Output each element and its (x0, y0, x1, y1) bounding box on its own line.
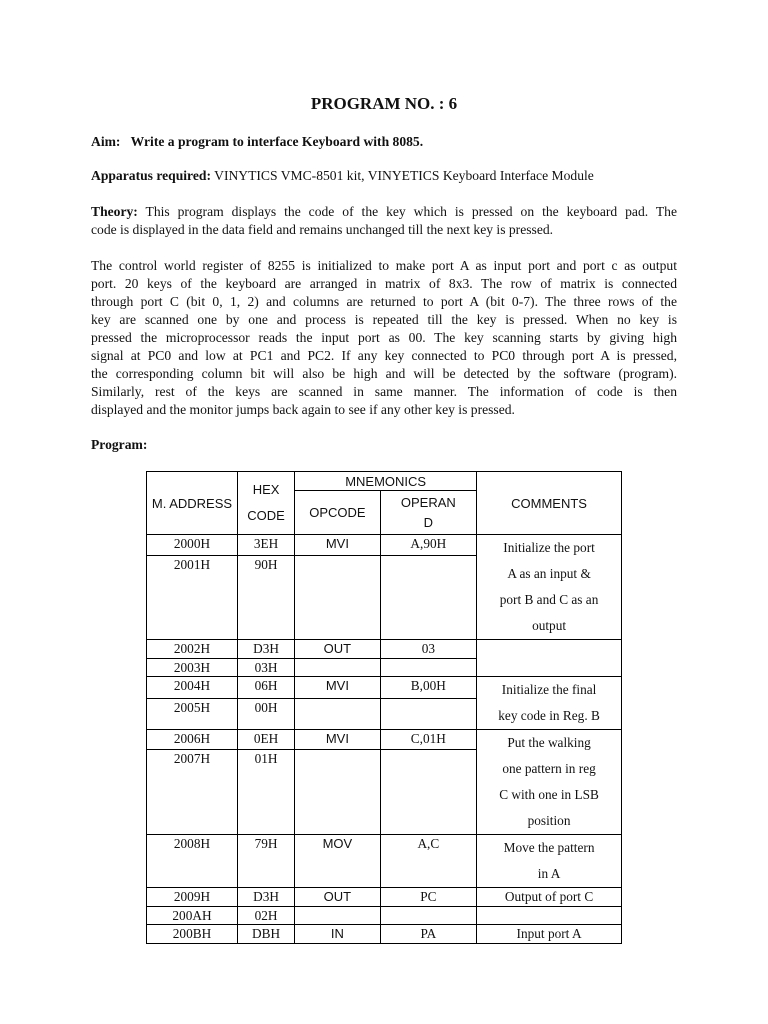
cell-hex: 01H (237, 750, 294, 835)
cell-address: 2002H (147, 640, 238, 659)
description-paragraph (91, 257, 677, 419)
cell-hex: 03H (237, 659, 294, 677)
paragraph-line: through port C (bit 0, 1, 2) and columns are returned to port A (bit 0-7). The three rows of the (91, 294, 677, 309)
aim-text: Write a program to interface Keyboard with 8085. (130, 134, 424, 149)
header-hex-code (237, 472, 294, 535)
program-label: Program: (91, 437, 148, 452)
aim-line (91, 133, 677, 151)
table-row (147, 835, 622, 888)
cell-operand (380, 555, 477, 639)
comment-move-pattern (477, 835, 622, 888)
cell-opcode: MVI (295, 730, 380, 750)
cell-operand: PA (380, 925, 477, 944)
cell-opcode: MVI (295, 677, 380, 699)
comment-line: port B and C as an (499, 592, 599, 607)
paragraph-line: pressed the microprocessor reads the input port as 00. The key scanning starts by giving high (91, 330, 677, 345)
comment-line: position (527, 813, 571, 828)
theory-text-1: This program displays the code of the key which is pressed on the keyboard pad. The (145, 204, 677, 219)
header-hex-line1: HEX (252, 482, 280, 497)
cell-hex: D3H (237, 888, 294, 907)
cell-hex: 0EH (237, 730, 294, 750)
cell-opcode: MOV (295, 835, 380, 888)
comment-empty (477, 907, 622, 925)
paragraph-line: key are scanned one by one and process is repeated till the key is pressed. When no key is (91, 312, 677, 327)
paragraph-line: The control world register of 8255 is initialized to make port A as input port and port c as output (91, 258, 677, 273)
header-address: M. ADDRESS (147, 472, 238, 535)
cell-hex: D3H (237, 640, 294, 659)
comment-empty (477, 640, 622, 677)
table-row (147, 925, 622, 944)
paragraph-line: the corresponding column bit will also be high and will be detected by the software (program). (91, 366, 677, 381)
comment-line: Move the pattern (503, 840, 595, 855)
program-table (146, 471, 622, 944)
comment-line: Initialize the port (503, 540, 595, 555)
comment-initialize-key-code (477, 677, 622, 730)
apparatus-label: Apparatus required: (91, 168, 211, 183)
cell-opcode (295, 555, 380, 639)
cell-opcode (295, 907, 380, 925)
cell-address: 2005H (147, 699, 238, 730)
cell-hex: 79H (237, 835, 294, 888)
cell-hex: 06H (237, 677, 294, 699)
cell-operand: A,90H (380, 535, 477, 556)
header-hex-line2: CODE (247, 508, 285, 523)
cell-hex: 3EH (237, 535, 294, 556)
theory-line-1 (91, 203, 677, 221)
table-row (147, 907, 622, 925)
table-row (147, 730, 622, 750)
comment-line: Put the walking (507, 735, 591, 750)
table-row (147, 888, 622, 907)
cell-address: 2006H (147, 730, 238, 750)
header-operand-line1: OPERAN (400, 494, 456, 510)
cell-hex: 02H (237, 907, 294, 925)
page-title: PROGRAM NO. : 6 (310, 94, 458, 113)
cell-hex: DBH (237, 925, 294, 944)
cell-opcode: MVI (295, 535, 380, 556)
cell-opcode: OUT (295, 888, 380, 907)
cell-opcode: IN (295, 925, 380, 944)
cell-address: 2009H (147, 888, 238, 907)
theory-label: Theory: (91, 204, 138, 219)
header-opcode: OPCODE (295, 491, 380, 535)
header-operand-line2: D (423, 514, 434, 530)
comment-walking-pattern (477, 730, 622, 835)
table-row (147, 535, 622, 556)
cell-address: 2004H (147, 677, 238, 699)
comment-line: A as an input & (507, 566, 591, 581)
comment-line: output (532, 618, 567, 633)
theory-line-2: code is displayed in the data field and remains unchanged till the next key is pressed. (91, 222, 554, 237)
cell-operand: PC (380, 888, 477, 907)
cell-address: 2003H (147, 659, 238, 677)
comment-line: one pattern in reg (502, 761, 596, 776)
cell-operand (380, 659, 477, 677)
cell-operand (380, 750, 477, 835)
cell-operand (380, 699, 477, 730)
paragraph-line: displayed and the monitor jumps back again to see if any other key is pressed. (91, 402, 515, 417)
cell-operand: C,01H (380, 730, 477, 750)
comment-initialize-port (477, 535, 622, 640)
cell-address: 200BH (147, 925, 238, 944)
cell-address: 2000H (147, 535, 238, 556)
theory-block (91, 203, 677, 239)
cell-address: 200AH (147, 907, 238, 925)
cell-address: 2007H (147, 750, 238, 835)
apparatus-line (91, 167, 677, 185)
aim-label: Aim: (91, 134, 121, 149)
cell-operand: A,C (380, 835, 477, 888)
comment-input-port-a: Input port A (477, 925, 622, 944)
cell-operand: B,00H (380, 677, 477, 699)
paragraph-line: port. 20 keys of the keyboard are arranged in matrix of 8x3. The row of matrix is connected (91, 276, 677, 291)
apparatus-text: VINYTICS VMC-8501 kit, VINYETICS Keyboard Interface Module (214, 168, 594, 183)
paragraph-line: Similarly, rest of the keys are scanned in same manner. The information of code is then (91, 384, 677, 399)
table-row (147, 640, 622, 659)
cell-opcode: OUT (295, 640, 380, 659)
paragraph-line: signal at PC0 and low at PC1 and PC2. If any key connected to PC0 through port A is pressed, (91, 348, 677, 363)
header-operand (380, 491, 477, 535)
cell-opcode (295, 659, 380, 677)
cell-hex: 90H (237, 555, 294, 639)
comment-line: in A (537, 866, 561, 881)
cell-operand (380, 907, 477, 925)
cell-hex: 00H (237, 699, 294, 730)
cell-opcode (295, 750, 380, 835)
cell-operand: 03 (380, 640, 477, 659)
comment-line: C with one in LSB (499, 787, 599, 802)
header-mnemonics: MNEMONICS (295, 472, 477, 491)
comment-line: key code in Reg. B (498, 708, 600, 723)
header-comments: COMMENTS (477, 472, 622, 535)
table-row (147, 677, 622, 699)
comment-output-port-c: Output of port C (477, 888, 622, 907)
cell-opcode (295, 699, 380, 730)
comment-line: Initialize the final (501, 682, 597, 697)
cell-address: 2008H (147, 835, 238, 888)
cell-address: 2001H (147, 555, 238, 639)
